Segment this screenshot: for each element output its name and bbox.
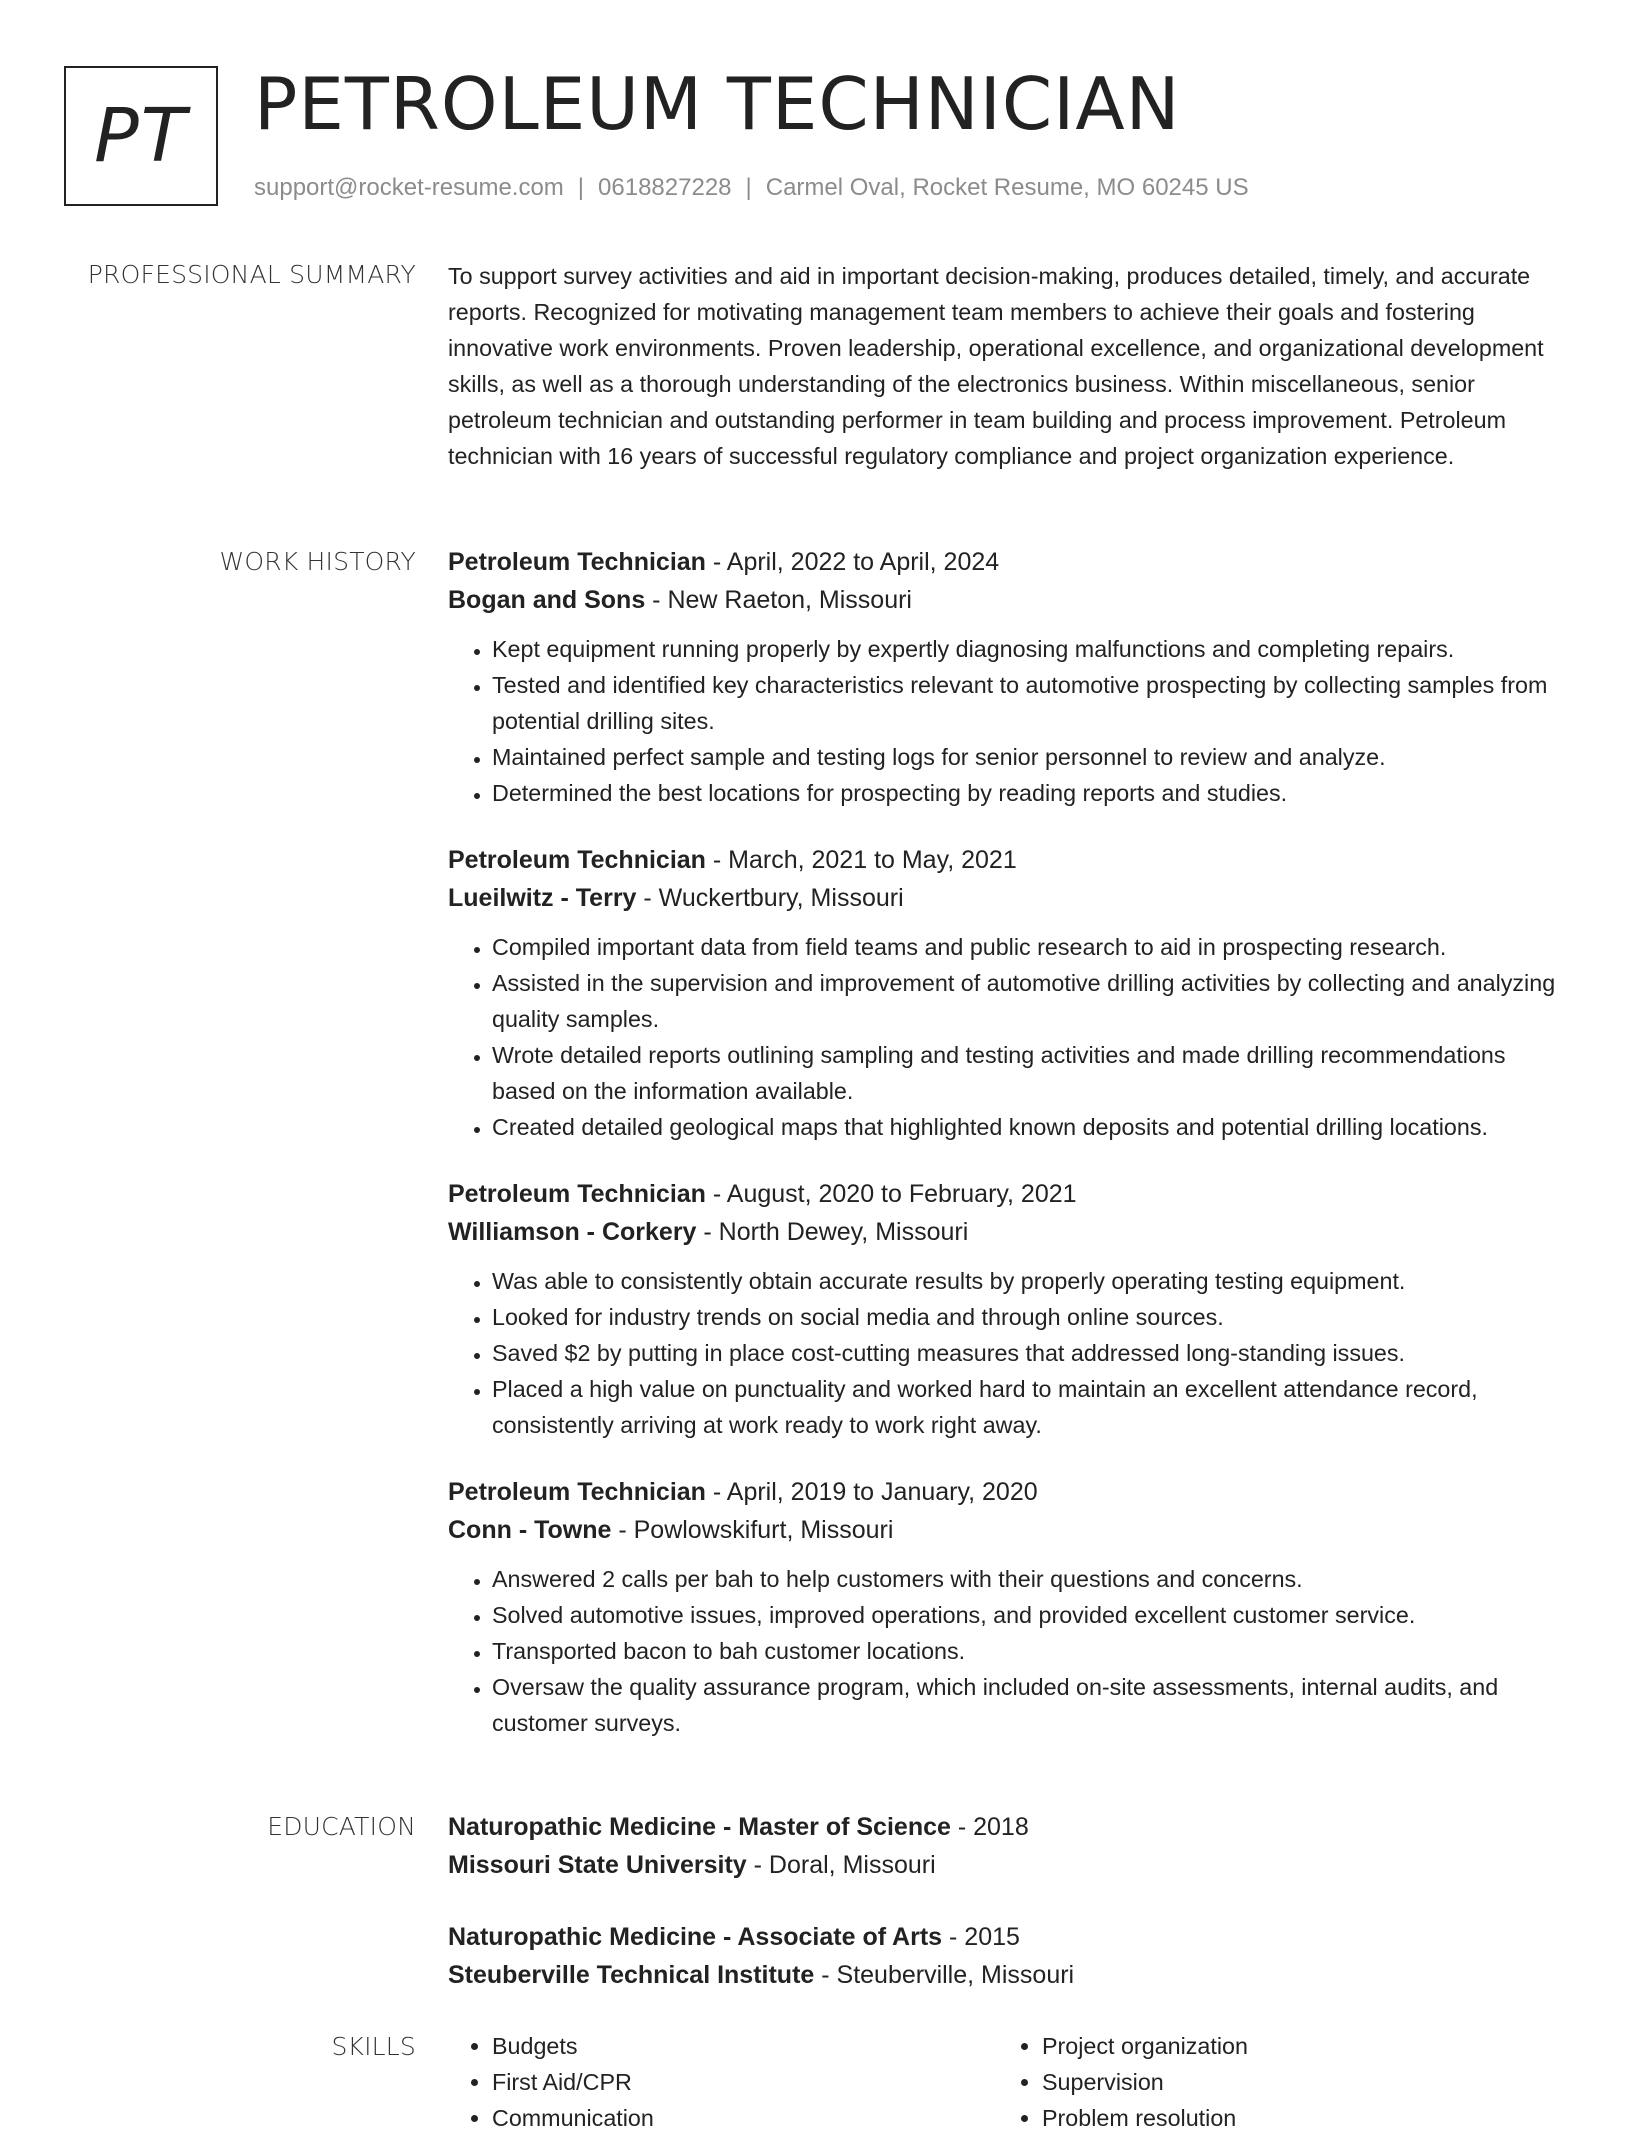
education-year: - 2015 <box>942 1923 1020 1951</box>
education-location: - Doral, Missouri <box>746 1851 936 1879</box>
job-bullet: • Tested and identified key characteristics relevant to automotive prospecting by collecting samples from potential drilling sites. <box>492 667 1568 739</box>
job-bullet: • Compiled important data from field teams and public research to aid in prospecting research. <box>492 929 1568 965</box>
skills-columns <box>448 2028 1568 2136</box>
job-bullets <box>448 929 1568 1145</box>
education-degree-line <box>448 1918 1568 1956</box>
skill-item: • Supervision <box>1042 2064 1548 2100</box>
job-bullet: • Solved automotive issues, improved operations, and provided excellent customer service. <box>492 1597 1568 1633</box>
education-year: - 2018 <box>950 1813 1029 1841</box>
job-company-line <box>448 1511 1568 1549</box>
education-school: Steuberville Technical Institute <box>448 1961 815 1989</box>
job-bullets <box>448 1263 1568 1443</box>
job-bullet: • Saved $2 by putting in place cost-cutting measures that addressed long-standing issues. <box>492 1335 1568 1371</box>
job-title: Petroleum Technician <box>448 548 706 576</box>
education-school-line <box>448 1846 1568 1884</box>
skill-item: • Budgets <box>492 2028 998 2064</box>
job-bullet: • Transported bacon to bah customer locations. <box>492 1633 1568 1669</box>
education-degree-line <box>448 1808 1568 1846</box>
job-company-line <box>448 879 1568 917</box>
job-bullet: • Determined the best locations for prospecting by reading reports and studies. <box>492 775 1568 811</box>
section-label-skills: SKILLS <box>331 2032 416 2061</box>
job-bullet: • Oversaw the quality assurance program, which included on-site assessments, internal audits, and customer surveys. <box>492 1669 1568 1741</box>
education-degree: Naturopathic Medicine - Associate of Arts <box>448 1923 943 1951</box>
job-entry <box>448 1473 1568 1741</box>
skill-item: • Project organization <box>1042 2028 1548 2064</box>
job-title-line <box>448 543 1568 581</box>
job-dates: - March, 2021 to May, 2021 <box>705 846 1017 874</box>
education-degree: Naturopathic Medicine - Master of Science <box>448 1813 951 1841</box>
skills-column-left <box>448 2028 998 2136</box>
education-list <box>448 1808 1568 2028</box>
skills-column-right <box>998 2028 1548 2136</box>
job-entry <box>448 841 1568 1145</box>
section-label-education: EDUCATION <box>267 1812 416 1841</box>
monogram-box <box>64 66 218 206</box>
job-bullet: • Created detailed geological maps that highlighted known deposits and potential drilling locations. <box>492 1109 1568 1145</box>
job-bullets <box>448 631 1568 811</box>
job-title-line <box>448 1473 1568 1511</box>
contact-separator: | <box>577 174 585 201</box>
jobs-list <box>448 543 1568 1771</box>
job-company-line <box>448 1213 1568 1251</box>
job-company: Williamson - Corkery <box>448 1218 697 1246</box>
section-label-work-history: WORK HISTORY <box>219 547 416 576</box>
job-entry <box>448 543 1568 811</box>
education-entry <box>448 1918 1568 1994</box>
education-location: - Steuberville, Missouri <box>814 1961 1075 1989</box>
job-company: Bogan and Sons <box>448 586 646 614</box>
job-location: - Powlowskifurt, Missouri <box>611 1516 894 1544</box>
skill-item: • Communication <box>492 2100 998 2136</box>
summary-text: To support survey activities and aid in important decision-making, produces detailed, timely, and accurate reports. Recognized for motivating management team members to achieve their goals and fostering innovative work environments. Proven leadership, operational excellence, and organizational development skills, as well as a thorough understanding of the electronics business. Within miscellaneous, senior petroleum technician and outstanding performer in team building and process improvement. Petroleum technician with 16 years of successful regulatory compliance and project organization experience. <box>448 263 1544 469</box>
job-company: Lueilwitz - Terry <box>448 884 637 912</box>
job-bullet: • Assisted in the supervision and improvement of automotive drilling activities by collecting and analyzing quality samples. <box>492 965 1568 1037</box>
job-dates: - April, 2022 to April, 2024 <box>705 548 1000 576</box>
job-bullet: • Kept equipment running properly by expertly diagnosing malfunctions and completing repairs. <box>492 631 1568 667</box>
job-title: Petroleum Technician <box>448 1478 706 1506</box>
contact-separator: | <box>745 174 752 201</box>
job-bullet: • Answered 2 calls per bah to help customers with their questions and concerns. <box>492 1561 1568 1597</box>
job-title: Petroleum Technician <box>448 1180 706 1208</box>
job-title-line <box>448 841 1568 879</box>
contact-email[interactable]: support@rocket-resume.com <box>254 174 564 201</box>
job-location: - New Raeton, Missouri <box>645 586 912 614</box>
job-title: Petroleum Technician <box>448 846 706 874</box>
job-entry <box>448 1175 1568 1443</box>
job-title-line <box>448 1175 1568 1213</box>
contact-line <box>254 174 1249 202</box>
education-school-line <box>448 1956 1568 1994</box>
candidate-name: PETROLEUM TECHNICIAN <box>254 62 1181 146</box>
monogram: PT <box>94 93 188 179</box>
job-location: - Wuckertbury, Missouri <box>636 884 904 912</box>
job-dates: - April, 2019 to January, 2020 <box>705 1478 1038 1506</box>
job-dates: - August, 2020 to February, 2021 <box>705 1180 1077 1208</box>
education-school: Missouri State University <box>448 1851 747 1879</box>
job-bullet: • Was able to consistently obtain accurate results by properly operating testing equipment. <box>492 1263 1568 1299</box>
job-bullet: • Maintained perfect sample and testing logs for senior personnel to review and analyze. <box>492 739 1568 775</box>
skill-item: • First Aid/CPR <box>492 2064 998 2100</box>
section-label-summary: PROFESSIONAL SUMMARY <box>87 260 416 289</box>
job-bullet: • Looked for industry trends on social media and through online sources. <box>492 1299 1568 1335</box>
job-bullet: • Placed a high value on punctuality and worked hard to maintain an excellent attendance record, consistently arriving at work ready to work right away. <box>492 1371 1568 1443</box>
job-company-line <box>448 581 1568 619</box>
skill-item: • Problem resolution <box>1042 2100 1548 2136</box>
resume-header <box>64 62 1564 210</box>
job-location: - North Dewey, Missouri <box>696 1218 969 1246</box>
contact-phone[interactable]: 0618827228 <box>598 174 732 201</box>
job-bullet: • Wrote detailed reports outlining sampling and testing activities and made drilling recommendations based on the information available. <box>492 1037 1568 1109</box>
job-bullets <box>448 1561 1568 1741</box>
job-company: Conn - Towne <box>448 1516 612 1544</box>
contact-address: Carmel Oval, Rocket Resume, MO 60245 US <box>765 174 1249 201</box>
education-entry <box>448 1808 1568 1884</box>
